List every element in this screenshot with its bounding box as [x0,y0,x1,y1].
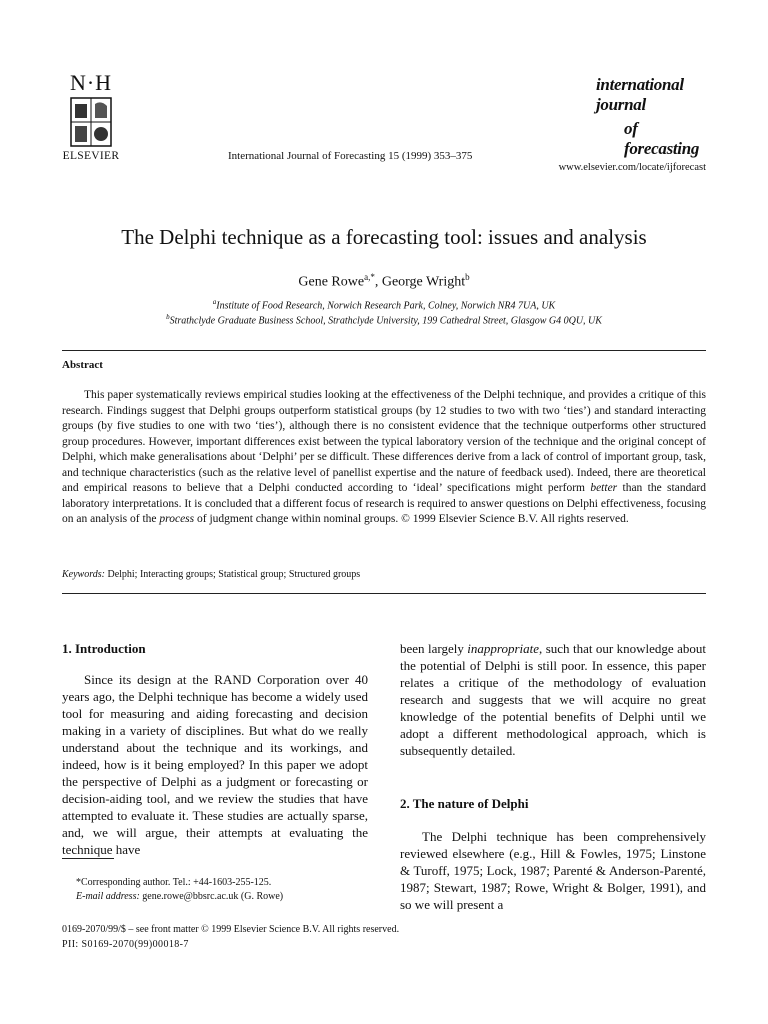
publisher-logo [62,72,120,162]
affiliation-a-text: Institute of Food Research, Norwich Research Park, Colney, Norwich NR4 7UA, UK [216,300,556,312]
abstract-emphasis-1: better [590,482,618,494]
email-address[interactable]: gene.rowe@bbsrc.ac.uk (G. Rowe) [139,891,284,902]
keywords-list: Delphi; Interacting groups; Statistical group; Structured groups [104,569,361,580]
abstract-emphasis-2: process [159,513,195,525]
right-paragraph-1-a: been largely [400,641,468,656]
pii-line: PII: S0169-2070(99)00018-7 [62,939,189,950]
author-separator: , [374,274,382,290]
author-1-sup: a,* [364,272,375,282]
journal-logo [596,75,706,158]
publisher-name: ELSEVIER [62,150,120,162]
affiliation-a [0,298,768,311]
affiliation-b [0,313,768,326]
front-matter-line: 0169-2070/99/$ – see front matter © 1999 Elsevier Science B.V. All rights reserved. [62,924,400,935]
journal-url[interactable]: www.elsevier.com/locate/ijforecast [558,162,706,173]
column-left [62,640,368,858]
journal-logo-line1: international journal [596,75,684,114]
right-paragraph-1-b: , such that our knowledge about the potential of Delphi is still poor. In essence, this paper relates a critique of the methodology of evaluation research and suggests that we will acquire no great knowledge of the potential benefits of Delphi until we adopt a different methodological approach, which is subsequently detailed. [400,641,706,758]
footnote-corresponding: *Corresponding author. Tel.: +44-1603-255-125. [76,877,272,888]
section-2-heading: 2. The nature of Delphi [400,796,529,811]
divider-top [62,350,706,351]
abstract-part-1: This paper systematically reviews empirical studies looking at the effectiveness of the Delphi technique, and provides a critique of this research. Findings suggest that Delphi groups outperform statistical groups (by 12 studies to two with two ‘ties’) and standard interacting groups (by five studies to one with two ‘ties’), although there is no consistent evidence that the technique outperforms other structured group procedures. However, important differences exist between the typical laboratory version of the technique and the original concept of Delphi, which make generalisations about ‘Delphi’ per se difficult. These differences derive from a lack of control of important group, task, and technique characteristics (such as the relative level of panellist expertise and the nature of feedback used). Indeed, there are theoretical and empirical reasons to believe that a Delphi conducted according to ‘ideal’ specifications might perform [62,389,706,494]
footnote-rule [62,858,114,859]
abstract-part-2: than the standard laboratory interpretations. It is concluded that a different focus of research is required to answer questions on Delphi effectiveness, focusing on an analysis of the [62,482,707,525]
abstract-heading: Abstract [62,359,103,371]
publisher-emblem-icon [69,96,113,148]
section-1-heading: 1. Introduction [62,641,146,656]
footnote-email [76,891,283,902]
author-1: Gene Rowe [298,274,365,290]
journal-logo-line2: of forecasting [624,119,700,158]
email-label: E-mail address: [76,891,140,902]
author-2-sup: b [465,272,470,282]
journal-citation: International Journal of Forecasting 15 (1999) 353–375 [228,150,473,162]
keywords-label: Keywords: [62,569,105,580]
affiliation-a-sup: a [212,298,217,306]
affiliation-b-sup: b [166,313,170,321]
abstract-part-3: of judgment change within nominal groups. © 1999 Elsevier Science B.V. All rights reserved. [194,513,629,525]
affiliation-b-text: Strathclyde Graduate Business School, Strathclyde University, 199 Cathedral Street, Glasgow G4 0QU, UK [169,315,602,327]
article-title: The Delphi technique as a forecasting tool: issues and analysis [121,225,647,249]
keywords [62,569,360,580]
author-2: George Wright [381,274,466,290]
abstract-text [62,388,706,528]
section-2-paragraph: The Delphi technique has been comprehensively reviewed elsewhere (e.g., Hill & Fowles, 1975; Linstone & Turoff, 1975; Lock, 1987; Parenté & Anderson-Parenté, 1987; Stewart, 1987; Rowe, Wright & Bolger, 1991), and so we will present a [400,829,706,912]
right-paragraph-1 [400,640,706,759]
divider-bottom [62,593,706,594]
right-paragraph-1-emphasis: inappropriate [467,641,540,656]
column-right [400,640,706,913]
section-1-paragraph: Since its design at the RAND Corporation over 40 years ago, the Delphi technique has become a widely used tool for measuring and aiding forecasting and decision making in a variety of disciplines. But what do we really understand about the technique and its workings, and indeed, how is it being employed? In this paper we adopt the perspective of Delphi as a judgment or forecasting or decision-aiding tool, and we review the studies that have attempted to evaluate it. These studies are actually sparse, and, we will argue, their attempts at evaluating the technique have [62,672,368,857]
authors [0,272,768,291]
publisher-mark: N·H [69,70,113,95]
